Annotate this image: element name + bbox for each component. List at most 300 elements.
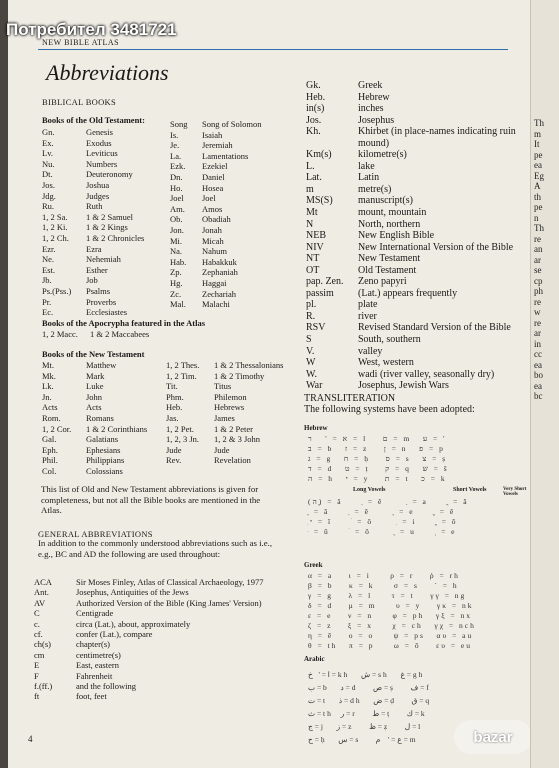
- facing-page-fragment: ea: [534, 359, 542, 370]
- ot-meaning: Nehemiah: [86, 254, 121, 265]
- abbr-abbr: NIV: [306, 241, 324, 253]
- ot-meaning: Genesis: [86, 127, 113, 137]
- ot-entry: [170, 130, 262, 141]
- ot-meaning: Obadiah: [202, 214, 231, 225]
- ot-entry: [42, 159, 144, 170]
- ot-entry: [42, 254, 144, 265]
- nt-meaning: Galatians: [86, 434, 119, 445]
- nt-entry: [166, 455, 284, 466]
- abbr-meaning: metre(s): [358, 183, 392, 195]
- facing-page-fragment: an: [534, 244, 543, 254]
- abbr-entry: [306, 299, 530, 311]
- general-list: [34, 577, 264, 702]
- nt-abbr: Jas.: [166, 412, 179, 423]
- bazar-logo: bazar: [454, 720, 532, 754]
- ot-entry: [42, 275, 144, 286]
- abbr-abbr: Gk.: [306, 80, 321, 91]
- ot-entry: [42, 286, 144, 297]
- ot-abbr: Dt.: [42, 169, 53, 180]
- ot-meaning: 1 & 2 Chronicles: [86, 232, 145, 243]
- general-entry: [34, 681, 264, 691]
- abbr-abbr: Km(s): [306, 149, 332, 161]
- ot-abbr: Dn.: [170, 171, 183, 182]
- nt-abbr: Mk.: [42, 370, 56, 381]
- ot-entry: [170, 214, 262, 225]
- general-meaning: centimetre(s): [76, 649, 121, 660]
- ot-meaning: Leviticus: [86, 148, 118, 159]
- ot-meaning: 1 & 2 Kings: [86, 222, 128, 233]
- ot-entry: [170, 193, 262, 204]
- general-entry: [34, 619, 264, 629]
- abbr-entry: [306, 80, 530, 92]
- ot-meaning: Lamentations: [202, 150, 249, 161]
- nt-meaning: 1 & 2 Thessalonians: [214, 360, 284, 370]
- abbr-entry: [306, 149, 530, 161]
- ot-abbr: Lv.: [42, 148, 54, 159]
- running-header: NEW BIBLE ATLAS: [42, 38, 120, 47]
- ot-entry: [42, 244, 144, 255]
- abbr-abbr: MS(S): [306, 195, 333, 207]
- ot-entry: [42, 138, 144, 149]
- ot-meaning: Habakkuk: [202, 256, 237, 267]
- abbr-entry: [306, 288, 530, 300]
- facing-page-fragment: ar: [534, 328, 541, 338]
- watermark: Потребител 3481721: [6, 20, 177, 39]
- nt-meaning: James: [214, 412, 235, 423]
- biblical-books-heading: BIBLICAL BOOKS: [42, 97, 117, 107]
- ot-abbr: Am.: [170, 203, 185, 214]
- abbr-entry: [306, 357, 530, 369]
- ot-entry: [170, 257, 262, 268]
- ot-abbr: Ezk.: [170, 161, 186, 172]
- abbr-entry: [306, 126, 530, 149]
- nt-meaning: Philemon: [214, 391, 247, 402]
- abbr-meaning: North, northern: [358, 218, 421, 230]
- nt-entry: [166, 445, 284, 456]
- abbr-abbr: R.: [306, 310, 316, 322]
- ot-meaning: Nahum: [202, 246, 228, 257]
- ot-entry: [42, 233, 144, 244]
- ot-meaning: Jonah: [202, 224, 222, 235]
- ot-meaning: Esther: [86, 264, 108, 275]
- nt-meaning: Titus: [214, 381, 232, 392]
- nt-abbr: Lk.: [42, 381, 54, 392]
- ot-entry: [42, 180, 144, 191]
- ot-meaning: Ezra: [86, 243, 102, 254]
- abbr-abbr: in(s): [306, 103, 325, 115]
- abbr-abbr: passim: [306, 287, 334, 299]
- nt-entry: [42, 434, 147, 445]
- abbr-meaning: South, southern: [358, 334, 421, 346]
- ot-entry: [42, 169, 144, 180]
- transliteration-intro: The following systems have been adopted:: [304, 404, 475, 415]
- ot-abbr: Ex.: [42, 137, 54, 148]
- nt-meaning: 1 & 2 Corinthians: [86, 423, 148, 434]
- facing-page-fragment: Eg: [534, 170, 544, 181]
- abbr-abbr: Lat.: [306, 172, 322, 184]
- ot-abbr: Ec.: [42, 307, 54, 318]
- ot-abbr: Song: [170, 119, 188, 129]
- ot-abbr: Na.: [170, 246, 183, 257]
- general-abbr: ACA: [34, 577, 52, 587]
- ot-abbr: 1, 2 Ki.: [42, 222, 68, 233]
- greek-label: Greek: [304, 561, 323, 569]
- nt-entry: [166, 402, 284, 413]
- abbr-meaning: New English Bible: [358, 230, 435, 242]
- ot-meaning: Job: [86, 275, 98, 286]
- abbr-meaning: plate: [358, 299, 378, 311]
- general-entry: [34, 629, 264, 639]
- ot-entry: [170, 204, 262, 215]
- abbr-meaning: kilometre(s): [358, 149, 407, 161]
- arabic-label: Arabic: [304, 655, 325, 663]
- nt-entry: [42, 402, 147, 413]
- abbr-abbr: pap. Zen.: [306, 276, 344, 288]
- nt-abbr: Gal.: [42, 434, 57, 445]
- ot-entry: [42, 201, 144, 212]
- abbr-meaning: Hebrew: [358, 91, 390, 103]
- nt-abbr: Phm.: [166, 391, 184, 402]
- general-heading: GENERAL ABBREVIATIONS: [38, 529, 153, 539]
- abbr-entry: [306, 103, 530, 115]
- nt-meaning: Colossians: [86, 465, 123, 476]
- abbr-entry: [306, 253, 530, 265]
- ot-entry: [42, 191, 144, 202]
- ot-entry: [170, 299, 262, 310]
- ot-list-col1: [42, 127, 144, 318]
- abbr-entry: [306, 219, 530, 231]
- nt-entry: [42, 371, 147, 382]
- abbr-entry: [306, 380, 530, 392]
- abbr-abbr: NT: [306, 253, 320, 265]
- facing-page-fragment: pe: [534, 202, 543, 212]
- ot-entry: [170, 289, 262, 300]
- very-short-vowels-label: Very Short Vowels: [503, 487, 527, 497]
- hebrew-table: א = ' ר = l ם = m ע = ' ב = b ז = z ן = n פ = p ג = g ח = ḥ ס = s צ = ṣ ד = d ט = ṭ ק = q ש = š ה = h י = y ת = t כ = k: [308, 434, 449, 483]
- abbr-meaning: New Testament: [358, 253, 421, 265]
- general-intro: In addition to the commonly understood abbreviations such as i.e., e.g., BC and AD the following are used throughout:: [38, 538, 273, 559]
- facing-page-fragment: n: [534, 212, 539, 223]
- facing-page-fragment: It: [534, 139, 540, 149]
- general-meaning: confer (Lat.), compare: [76, 629, 153, 640]
- abbr-entry: [306, 265, 530, 277]
- abbr-meaning: New International Version of the Bible: [358, 241, 514, 253]
- nt-abbr: 1, 2 Pet.: [166, 423, 194, 434]
- ot-meaning: Joshua: [86, 179, 110, 190]
- nt-meaning: Luke: [86, 381, 104, 392]
- nt-abbr: 1, 2 Cor.: [42, 423, 72, 434]
- abbr-entry: [306, 346, 530, 358]
- ot-entry: [170, 236, 262, 247]
- general-meaning: Sir Moses Finley, Atlas of Classical Archaeology, 1977: [76, 577, 264, 587]
- ot-meaning: Psalms: [86, 285, 111, 296]
- facing-page-fragment: ph: [534, 286, 543, 296]
- ot-abbr: Pr.: [42, 296, 52, 307]
- nt-abbr: 1, 2 Tim.: [166, 370, 197, 381]
- note-paragraph: This list of Old and New Testament abbreviations is given for completeness, but not all the Bible books are mentioned in the Atlas.: [41, 484, 261, 515]
- nt-abbr: Tit.: [166, 381, 178, 392]
- nt-meaning: Matthew: [86, 360, 117, 370]
- general-abbr: C: [34, 608, 40, 619]
- ot-entry: [42, 212, 144, 223]
- facing-page-fragment: Th: [534, 223, 544, 233]
- ot-entry: [42, 222, 144, 233]
- ot-abbr: Ps.(Pss.): [42, 285, 72, 296]
- general-meaning: circa (Lat.), about, approximately: [76, 618, 191, 629]
- general-abbr: F: [34, 670, 39, 681]
- long-vowels-label: Long Vowels: [353, 487, 386, 493]
- header-rule: [38, 49, 508, 50]
- nt-entry: [166, 424, 284, 435]
- ot-meaning: Ruth: [86, 201, 103, 212]
- nt-meaning: Ephesians: [86, 444, 121, 455]
- facing-page-fragment: bo: [534, 370, 543, 380]
- facing-page-fragment: in: [534, 338, 542, 349]
- general-entry: [34, 660, 264, 670]
- nt-entry: [166, 360, 284, 371]
- facing-page-edge: [530, 0, 559, 768]
- general-entry: [34, 639, 264, 649]
- abbr-entry: [306, 230, 530, 242]
- abbr-entry: [306, 242, 530, 254]
- abbr-abbr: Jos.: [306, 114, 322, 126]
- nt-entry: [42, 466, 147, 477]
- nt-heading: Books of the New Testament: [42, 349, 145, 359]
- abbr-meaning: (Lat.) appears frequently: [358, 287, 458, 299]
- abbr-entry: [306, 172, 530, 184]
- ot-abbr: Ob.: [170, 214, 183, 225]
- facing-page-fragment: Th: [534, 118, 544, 128]
- ot-entry: [170, 172, 262, 183]
- nt-entry: [42, 381, 147, 392]
- ot-entry: [170, 161, 262, 172]
- general-abbr: c.: [34, 618, 40, 629]
- general-abbr: ch(s): [34, 639, 51, 650]
- ot-meaning: Haggai: [202, 277, 227, 288]
- nt-meaning: 1, 2 & 3 John: [214, 434, 261, 445]
- ot-meaning: Ezekiel: [202, 161, 228, 172]
- ot-meaning: Deuteronomy: [86, 169, 133, 180]
- ot-abbr: 1, 2 Ch.: [42, 232, 69, 243]
- nt-abbr: Jn.: [42, 391, 52, 402]
- abbr-meaning: Latin: [358, 172, 380, 184]
- abbr-meaning: lake: [358, 160, 375, 172]
- ot-abbr: Ho.: [170, 182, 183, 193]
- general-entry: [34, 608, 264, 618]
- ot-abbr: Jdg.: [42, 190, 56, 201]
- abbr-meaning: mount, mountain: [358, 207, 427, 219]
- facing-page-fragment: m: [534, 128, 542, 139]
- apocrypha-heading: Books of the Apocrypha featured in the Atlas: [42, 318, 206, 328]
- general-meaning: Authorized Version of the Bible (King James' Version): [76, 597, 262, 608]
- general-meaning: Josephus, Antiquities of the Jews: [76, 587, 189, 598]
- nt-abbr: Acts: [42, 402, 58, 413]
- ot-abbr: Mal.: [170, 299, 186, 310]
- ot-meaning: Song of Solomon: [202, 119, 262, 129]
- ot-abbr: Jon.: [170, 224, 184, 235]
- nt-entry: [166, 434, 284, 445]
- ot-entry: [42, 148, 144, 159]
- abbr-entry: [306, 115, 530, 127]
- nt-entry: [42, 413, 147, 424]
- ot-abbr: Nu.: [42, 158, 55, 169]
- ot-abbr: Zp.: [170, 267, 182, 278]
- abbr-entry: [306, 161, 530, 173]
- general-meaning: foot, feet: [76, 691, 107, 702]
- nt-meaning: Acts: [86, 402, 102, 413]
- nt-abbr: Jude: [166, 444, 182, 455]
- nt-abbr: Mt.: [42, 360, 55, 370]
- facing-page-fragment: re: [534, 233, 541, 244]
- abbr-meaning: West, western: [358, 357, 414, 369]
- abbr-abbr: N: [306, 218, 314, 230]
- abbr-abbr: Kh.: [306, 126, 321, 138]
- abbr-entry: [306, 322, 530, 334]
- nt-entry: [166, 392, 284, 403]
- abbr-meaning: Zeno papyri: [358, 276, 407, 288]
- general-abbr: Ant.: [34, 587, 49, 598]
- apocrypha-abbr: 1, 2 Macc.: [42, 329, 78, 339]
- ot-meaning: Judges: [86, 190, 110, 201]
- ot-meaning: Ecclesiastes: [86, 307, 128, 318]
- ot-abbr: Mi.: [170, 235, 183, 246]
- apocrypha-meaning: 1 & 2 Maccabees: [90, 329, 150, 339]
- general-entry: [34, 598, 264, 608]
- ot-meaning: Daniel: [202, 171, 225, 182]
- general-abbr: AV: [34, 597, 46, 608]
- nt-meaning: 1 & 2 Timothy: [214, 370, 265, 381]
- ot-entry: [170, 267, 262, 278]
- abbr-meaning: Khirbet (in place-names indicating ruin mound): [358, 126, 516, 149]
- nt-meaning: Mark: [86, 370, 105, 381]
- nt-abbr: 1, 2, 3 Jn.: [166, 434, 200, 445]
- facing-page-fragment: cp: [534, 275, 543, 286]
- facing-page-fragment: ar: [534, 254, 541, 265]
- page-number: 4: [28, 734, 33, 744]
- ot-abbr: Gn.: [42, 127, 55, 137]
- abbr-abbr: W.: [306, 368, 318, 380]
- ot-meaning: Joel: [202, 193, 216, 204]
- ot-abbr: Hg.: [170, 277, 183, 288]
- general-meaning: and the following: [76, 681, 136, 692]
- ot-meaning: Malachi: [202, 299, 230, 310]
- nt-meaning: Jude: [214, 444, 230, 455]
- nt-meaning: Hebrews: [214, 402, 245, 413]
- ot-abbr: Ezr.: [42, 243, 56, 254]
- abbr-meaning: manuscript(s): [358, 195, 413, 207]
- ot-entry: [42, 297, 144, 308]
- ot-entry: [170, 151, 262, 162]
- hebrew-label: Hebrew: [304, 424, 328, 432]
- facing-page-fragment: cc: [534, 349, 542, 359]
- nt-abbr: Eph.: [42, 444, 58, 455]
- facing-page-fragment: se: [534, 265, 542, 275]
- greek-table: α = a ι = i ρ = r ῥ = rh β = b κ = k σ = s ` = h γ = g λ = l τ = t γγ = ng δ = d μ = m υ = y γκ = nk ε = e ν = n φ = ph γξ = nx ζ = z ξ = x χ = ch γχ = nch η = ē ο = o ψ = ps αυ = au θ = th π = p ω = ō ευ = eu: [308, 571, 476, 650]
- ot-meaning: 1 & 2 Samuel: [86, 211, 133, 222]
- short-vowels-label: Short Vowels: [453, 487, 487, 493]
- facing-page-fragment: ea: [534, 380, 542, 391]
- facing-page-fragment: A: [534, 181, 541, 191]
- abbr-meaning: river: [358, 310, 377, 322]
- nt-list-col1: [42, 360, 147, 477]
- abbr-abbr: pl.: [306, 299, 317, 311]
- nt-abbr: Phil.: [42, 455, 58, 466]
- nt-abbr: 1, 2 Thes.: [166, 360, 200, 370]
- ot-abbr: Jos.: [42, 179, 55, 190]
- ot-meaning: Isaiah: [202, 129, 223, 140]
- ot-meaning: Zechariah: [202, 288, 236, 299]
- ot-entry: [170, 225, 262, 236]
- ot-meaning: Hosea: [202, 182, 224, 193]
- ot-meaning: Jeremiah: [202, 140, 233, 151]
- facing-page-fragment: ea: [534, 160, 542, 170]
- ot-entry: [170, 119, 262, 130]
- ot-meaning: Numbers: [86, 158, 118, 169]
- abbr-abbr: Heb.: [306, 91, 326, 103]
- abbr-meaning: Josephus, Jewish Wars: [358, 380, 449, 392]
- ot-abbr: Jb.: [42, 275, 52, 286]
- general-meaning: chapter(s): [76, 639, 110, 650]
- nt-entry: [42, 445, 147, 456]
- nt-meaning: Romans: [86, 412, 114, 423]
- general-meaning: Fahrenheit: [76, 670, 113, 681]
- abbr-entry: [306, 92, 530, 104]
- abbr-entry: [306, 195, 530, 207]
- nt-meaning: John: [86, 391, 103, 402]
- abbr-meaning: Old Testament: [358, 264, 417, 276]
- general-abbr: f.(ff.): [34, 681, 53, 692]
- nt-entry: [166, 413, 284, 424]
- abbr-abbr: W: [306, 357, 316, 369]
- general-entry: [34, 587, 264, 597]
- nt-entry: [42, 392, 147, 403]
- ot-list-col2: [170, 119, 262, 310]
- abbr-entry: [306, 276, 530, 288]
- abbr-abbr: Mt: [306, 207, 318, 219]
- nt-list-col2: [166, 360, 284, 466]
- ot-meaning: Amos: [202, 203, 223, 214]
- general-entry: [34, 577, 264, 587]
- ot-entry: [42, 307, 144, 318]
- facing-page-fragment: bc: [534, 391, 543, 401]
- abbr-abbr: NEB: [306, 230, 326, 242]
- abbr-entry: [306, 184, 530, 196]
- ot-abbr: Ru.: [42, 201, 55, 212]
- page-title: Abbreviations: [46, 60, 169, 85]
- abbr-meaning: wadi (river valley, seasonally dry): [358, 368, 495, 380]
- transliteration-heading: TRANSLITERATION: [304, 393, 396, 404]
- general-abbr: cm: [34, 649, 45, 660]
- abbr-meaning: Revised Standard Version of the Bible: [358, 322, 511, 334]
- ot-meaning: Zephaniah: [202, 267, 238, 278]
- apocrypha-list: [42, 329, 149, 340]
- abbr-meaning: Greek: [358, 80, 383, 91]
- abbr-meaning: valley: [358, 345, 383, 357]
- general-abbr: cf.: [34, 629, 43, 640]
- abbr-meaning: inches: [358, 103, 384, 115]
- general-entry: [34, 650, 264, 660]
- abbr-entry: [306, 369, 530, 381]
- ot-abbr: 1, 2 Sa.: [42, 211, 68, 222]
- facing-page-fragment: w: [534, 307, 541, 317]
- nt-entry: [166, 371, 284, 382]
- facing-page-fragment: re: [534, 296, 541, 307]
- ot-meaning: Exodus: [86, 137, 112, 148]
- abbr-abbr: L.: [306, 160, 315, 172]
- general-entry: [34, 691, 264, 701]
- ot-entry: [42, 127, 144, 138]
- abbr-entry: [306, 207, 530, 219]
